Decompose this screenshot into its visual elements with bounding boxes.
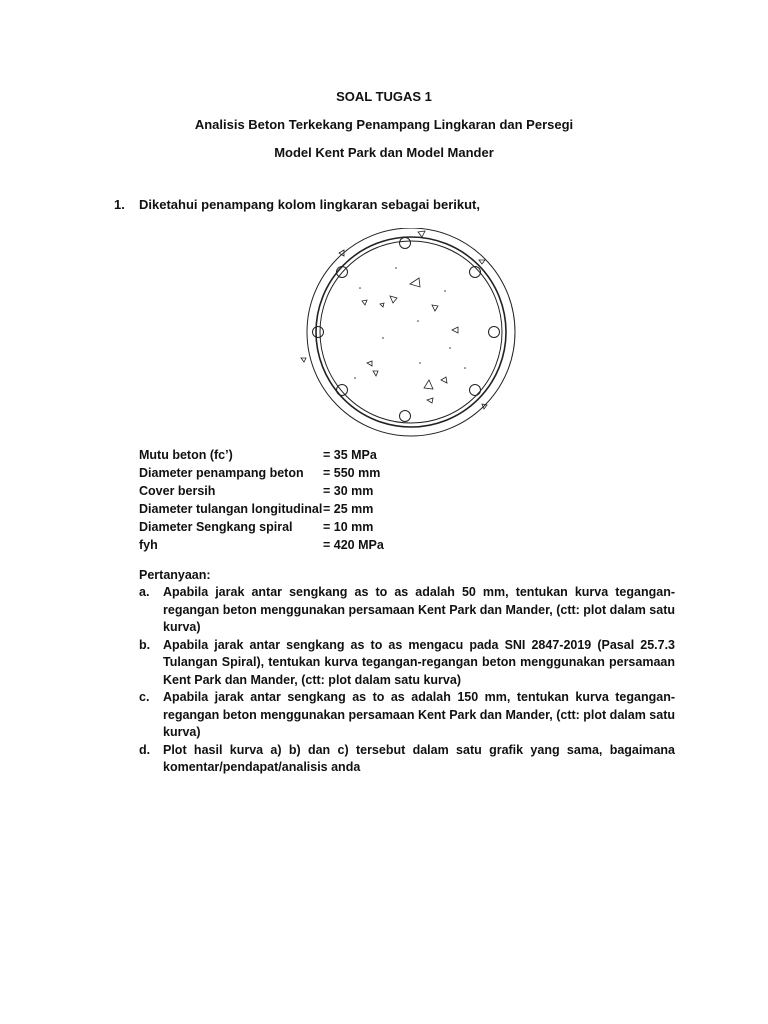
outer-concrete-circle [307,228,515,436]
parameter-row [139,500,539,518]
parameter-value: = 550 mm [323,466,381,480]
document-subtitle-1: Analisis Beton Terkekang Penampang Lingkaran dan Persegi [194,117,574,132]
question-item-text: Plot hasil kurva a) b) dan c) tersebut dalam satu grafik yang sama, bagaimana komentar/pendapat/analisis anda [163,742,675,774]
parameter-value: = 420 MPa [323,538,384,552]
parameter-value: = 30 mm [323,484,374,498]
parameter-value: = 10 mm [323,520,374,534]
questions-list [139,584,675,777]
spiral-outer-circle [316,237,506,427]
question-item-label: d. [139,742,151,757]
column-cross-section-figure [300,228,522,438]
parameter-row [139,482,539,500]
question-item [139,637,675,690]
aggregate-triangles [301,231,487,409]
question-item-text: Apabila jarak antar sengkang as to as adalah 50 mm, tentukan kurva tegangan-regangan beton menggunakan persamaan Kent Park dan Mander, (ctt: plot dalam satu kurva) [163,585,675,634]
question-item [139,584,675,637]
question-item [139,689,675,742]
question-item-label: c. [139,690,150,704]
parameter-name: Diameter Sengkang spiral [139,520,293,534]
parameter-name: Mutu beton (fc’) [139,448,233,462]
parameter-name: Cover bersih [139,484,216,498]
parameter-row [139,518,539,536]
longitudinal-bars [313,238,500,422]
parameter-value: = 35 MPa [323,448,377,462]
parameter-name: Diameter penampang beton [139,466,304,480]
parameter-name: Diameter tulangan longitudinal [139,502,323,516]
column-cross-section-drawing [301,228,515,436]
question-number: 1. [114,197,125,212]
parameter-row [139,536,539,554]
question-item-text: Apabila jarak antar sengkang as to as adalah 150 mm, tentukan kurva tegangan-regangan beton menggunakan persamaan Kent Park dan Mander, (ctt: plot dalam satu kurva) [163,690,675,739]
question-item-text: Apabila jarak antar sengkang as to as mengacu pada SNI 2847-2019 (Pasal 25.7.3 Tulangan Spiral), tentukan kurva tegangan-regangan beton menggunakan persamaan Kent Park dan Mander, (ctt: plot dalam satu kurva) [163,637,675,687]
parameter-list [139,446,539,554]
parameter-name: fyh [139,538,158,552]
parameter-value: = 25 mm [323,502,374,516]
question-item-label: a. [139,585,150,599]
question-item-label: b. [139,637,151,652]
document-title: SOAL TUGAS 1 [336,89,432,104]
parameter-row [139,446,539,464]
question-item [139,742,675,777]
questions-heading: Pertanyaan: [139,568,211,582]
question-text: Diketahui penampang kolom lingkaran sebagai berikut, [139,197,480,212]
parameter-row [139,464,539,482]
document-subtitle-2: Model Kent Park dan Model Mander [274,145,494,160]
